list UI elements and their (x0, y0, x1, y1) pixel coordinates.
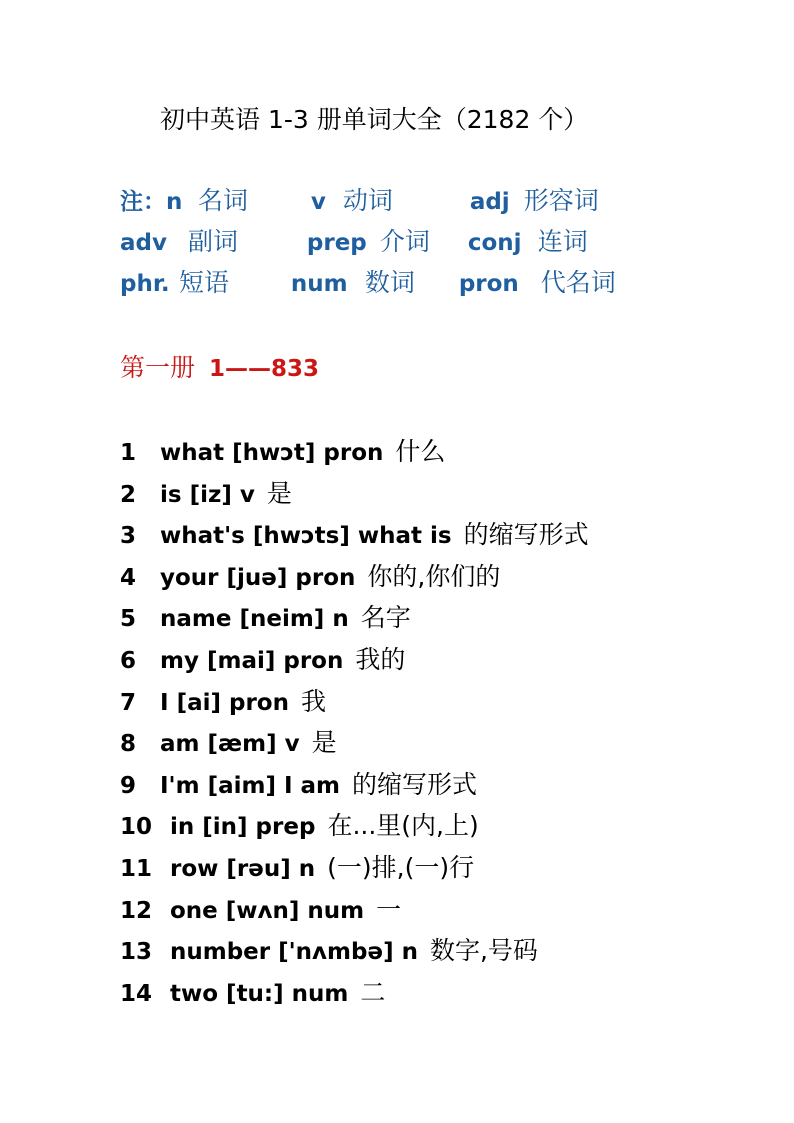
entry-word: one [wʌn] num (170, 897, 365, 924)
entry-word: name [neim] n (160, 606, 349, 633)
entry-number: 2 (120, 481, 137, 508)
list-item (120, 639, 760, 681)
volume-label: 第一册 (120, 353, 196, 382)
note-label: 连词 (537, 227, 588, 256)
entry-number: 10 (120, 814, 153, 841)
entry-meaning: 是 (311, 728, 337, 758)
entry-word: two [tu:] num (170, 980, 349, 1007)
note-abbr: prep (306, 230, 367, 256)
entry-meaning: 的缩写形式 (352, 769, 478, 799)
list-item (120, 764, 760, 806)
entry-meaning: 什么 (395, 437, 446, 466)
entry-meaning: 你的,你们的 (367, 561, 501, 591)
entry-number: 12 (120, 897, 153, 924)
list-item (120, 473, 760, 515)
entry-number: 1 (120, 440, 137, 466)
note-abbr: conj (467, 230, 522, 256)
entry-meaning: 我 (300, 686, 326, 716)
note-label: 动词 (342, 186, 393, 215)
note-label: 短语 (178, 268, 229, 297)
entry-word: row [rəu] n (170, 855, 316, 882)
word-list (120, 431, 760, 1013)
entry-number: 9 (120, 772, 137, 799)
list-item (120, 805, 760, 847)
note-label: 名词 (197, 186, 248, 215)
entry-meaning: 二 (360, 977, 386, 1007)
entry-meaning: 我的 (355, 644, 406, 674)
entry-meaning: 在...里(内,上) (327, 811, 479, 841)
note-abbr: num (290, 271, 348, 297)
page-title: 初中英语 1-3 册单词大全（2182 个） (160, 105, 589, 134)
entry-word: what's [hwɔts] what is (160, 523, 452, 550)
note-label: 代名词 (540, 268, 616, 297)
entry-meaning: 数字,号码 (429, 936, 538, 966)
note-abbr: adj (469, 189, 510, 215)
note-abbr: v (310, 189, 326, 215)
entry-word: am [æm] v (160, 731, 300, 758)
note-abbr: phr. (120, 271, 170, 297)
notes-row-2 (120, 221, 616, 262)
entry-number: 4 (120, 564, 137, 591)
list-item (120, 514, 760, 556)
entry-word: I [ai] pron (160, 689, 289, 716)
entry-meaning: (一)排,(一)行 (327, 852, 475, 882)
list-item (120, 722, 760, 764)
entry-number: 11 (120, 855, 153, 882)
note-label: 介词 (379, 227, 430, 256)
list-item (120, 930, 760, 972)
entry-word: in [in] prep (170, 814, 316, 841)
entry-meaning: 的缩写形式 (463, 520, 589, 550)
notes-row-3 (120, 262, 616, 303)
list-item (120, 597, 760, 639)
abbreviation-notes (120, 180, 616, 303)
entry-number: 7 (120, 689, 137, 716)
entry-meaning: 名字 (360, 603, 411, 633)
volume-heading (120, 348, 319, 389)
volume-range: 1——833 (209, 356, 320, 382)
note-label: 副词 (187, 227, 238, 256)
entry-number: 14 (120, 980, 153, 1007)
note-abbr: 注：n (120, 189, 183, 215)
entry-meaning: 一 (376, 894, 402, 924)
note-label: 数词 (364, 268, 415, 297)
entry-word: my [mai] pron (160, 647, 344, 674)
note-label: 形容词 (523, 186, 599, 215)
list-item (120, 556, 760, 598)
list-item (120, 681, 760, 723)
note-abbr: pron (458, 271, 519, 297)
entry-number: 6 (120, 647, 137, 674)
entry-word: what [hwɔt] pron (160, 440, 384, 466)
note-abbr: adv (120, 230, 167, 256)
entry-word: your [juə] pron (160, 564, 356, 591)
list-item (120, 972, 760, 1014)
list-item (120, 889, 760, 931)
notes-row-1 (120, 180, 616, 221)
entry-meaning: 是 (266, 478, 292, 508)
list-item (120, 847, 760, 889)
entry-word: is [iz] v (160, 481, 255, 508)
entry-word: I'm [aim] I am (160, 772, 341, 799)
entry-word: number ['nʌmbə] n (170, 939, 418, 966)
entry-number: 5 (120, 606, 137, 633)
entry-number: 13 (120, 939, 153, 966)
list-item (120, 431, 760, 473)
entry-number: 8 (120, 731, 137, 758)
entry-number: 3 (120, 523, 137, 550)
